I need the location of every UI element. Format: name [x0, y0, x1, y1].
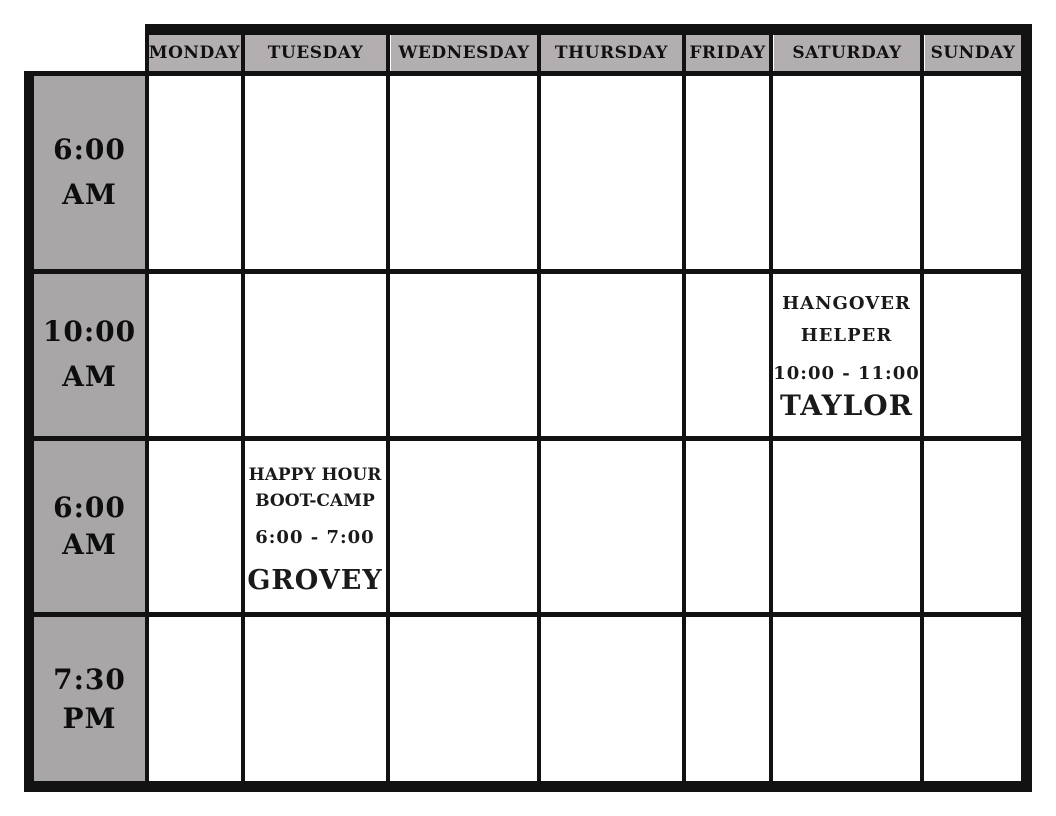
- day-header-friday: FRIDAY: [686, 35, 769, 71]
- day-header-wednesday: WEDNESDAY: [391, 35, 537, 71]
- time-slot-4-period: PM: [62, 702, 117, 735]
- event-instructor: TAYLOR: [780, 389, 913, 422]
- grid-hline: [24, 612, 1025, 617]
- time-slot-4-hour: 7:30: [53, 662, 126, 696]
- event-title-line1: HAPPY HOUR: [248, 465, 382, 485]
- day-header-saturday: SATURDAY: [774, 35, 920, 71]
- day-header-sunday: SUNDAY: [925, 35, 1021, 71]
- time-slot-1-period: AM: [62, 177, 117, 211]
- day-header-monday: MONDAY: [148, 35, 241, 71]
- schedule-frame-bottom: [24, 781, 1032, 792]
- schedule-frame-left: [24, 71, 34, 792]
- time-slot-3-hour: 6:00: [53, 491, 126, 525]
- time-slot-1-label: [34, 76, 145, 269]
- day-header-thursday: THURSDAY: [541, 35, 682, 71]
- time-slot-4-label: [34, 617, 145, 781]
- event-hangover-helper[interactable]: [773, 288, 920, 424]
- event-title-line2: BOOT-CAMP: [255, 491, 375, 511]
- grid-hline: [145, 71, 1025, 76]
- schedule-frame-right: [1021, 24, 1032, 792]
- grid-vline: [145, 24, 149, 792]
- grid-hline: [24, 269, 1025, 274]
- event-instructor: GROVEY: [247, 565, 383, 596]
- event-time-range: 10:00 - 11:00: [773, 363, 920, 384]
- grid-vline: [386, 35, 390, 783]
- grid-vline: [920, 35, 924, 783]
- grid-hline: [24, 436, 1025, 441]
- time-slot-2-period: AM: [62, 360, 117, 393]
- event-happy-hour-boot-camp[interactable]: [244, 462, 386, 598]
- time-slot-3-period: AM: [62, 527, 117, 561]
- time-slot-3-label: [34, 441, 145, 612]
- time-slot-2-label: [34, 274, 145, 436]
- grid-vline: [682, 35, 686, 783]
- time-slot-2-hour: 10:00: [42, 315, 137, 349]
- schedule-frame-top: [145, 24, 1032, 35]
- grid-vline: [537, 35, 541, 783]
- event-title-line2: HELPER: [800, 325, 893, 346]
- day-header-tuesday: TUESDAY: [245, 35, 386, 71]
- event-time-range: 6:00 - 7:00: [255, 527, 375, 548]
- event-title-line1: HANGOVER: [782, 293, 911, 314]
- grid-vline: [241, 35, 245, 783]
- time-slot-1-hour: 6:00: [53, 132, 126, 166]
